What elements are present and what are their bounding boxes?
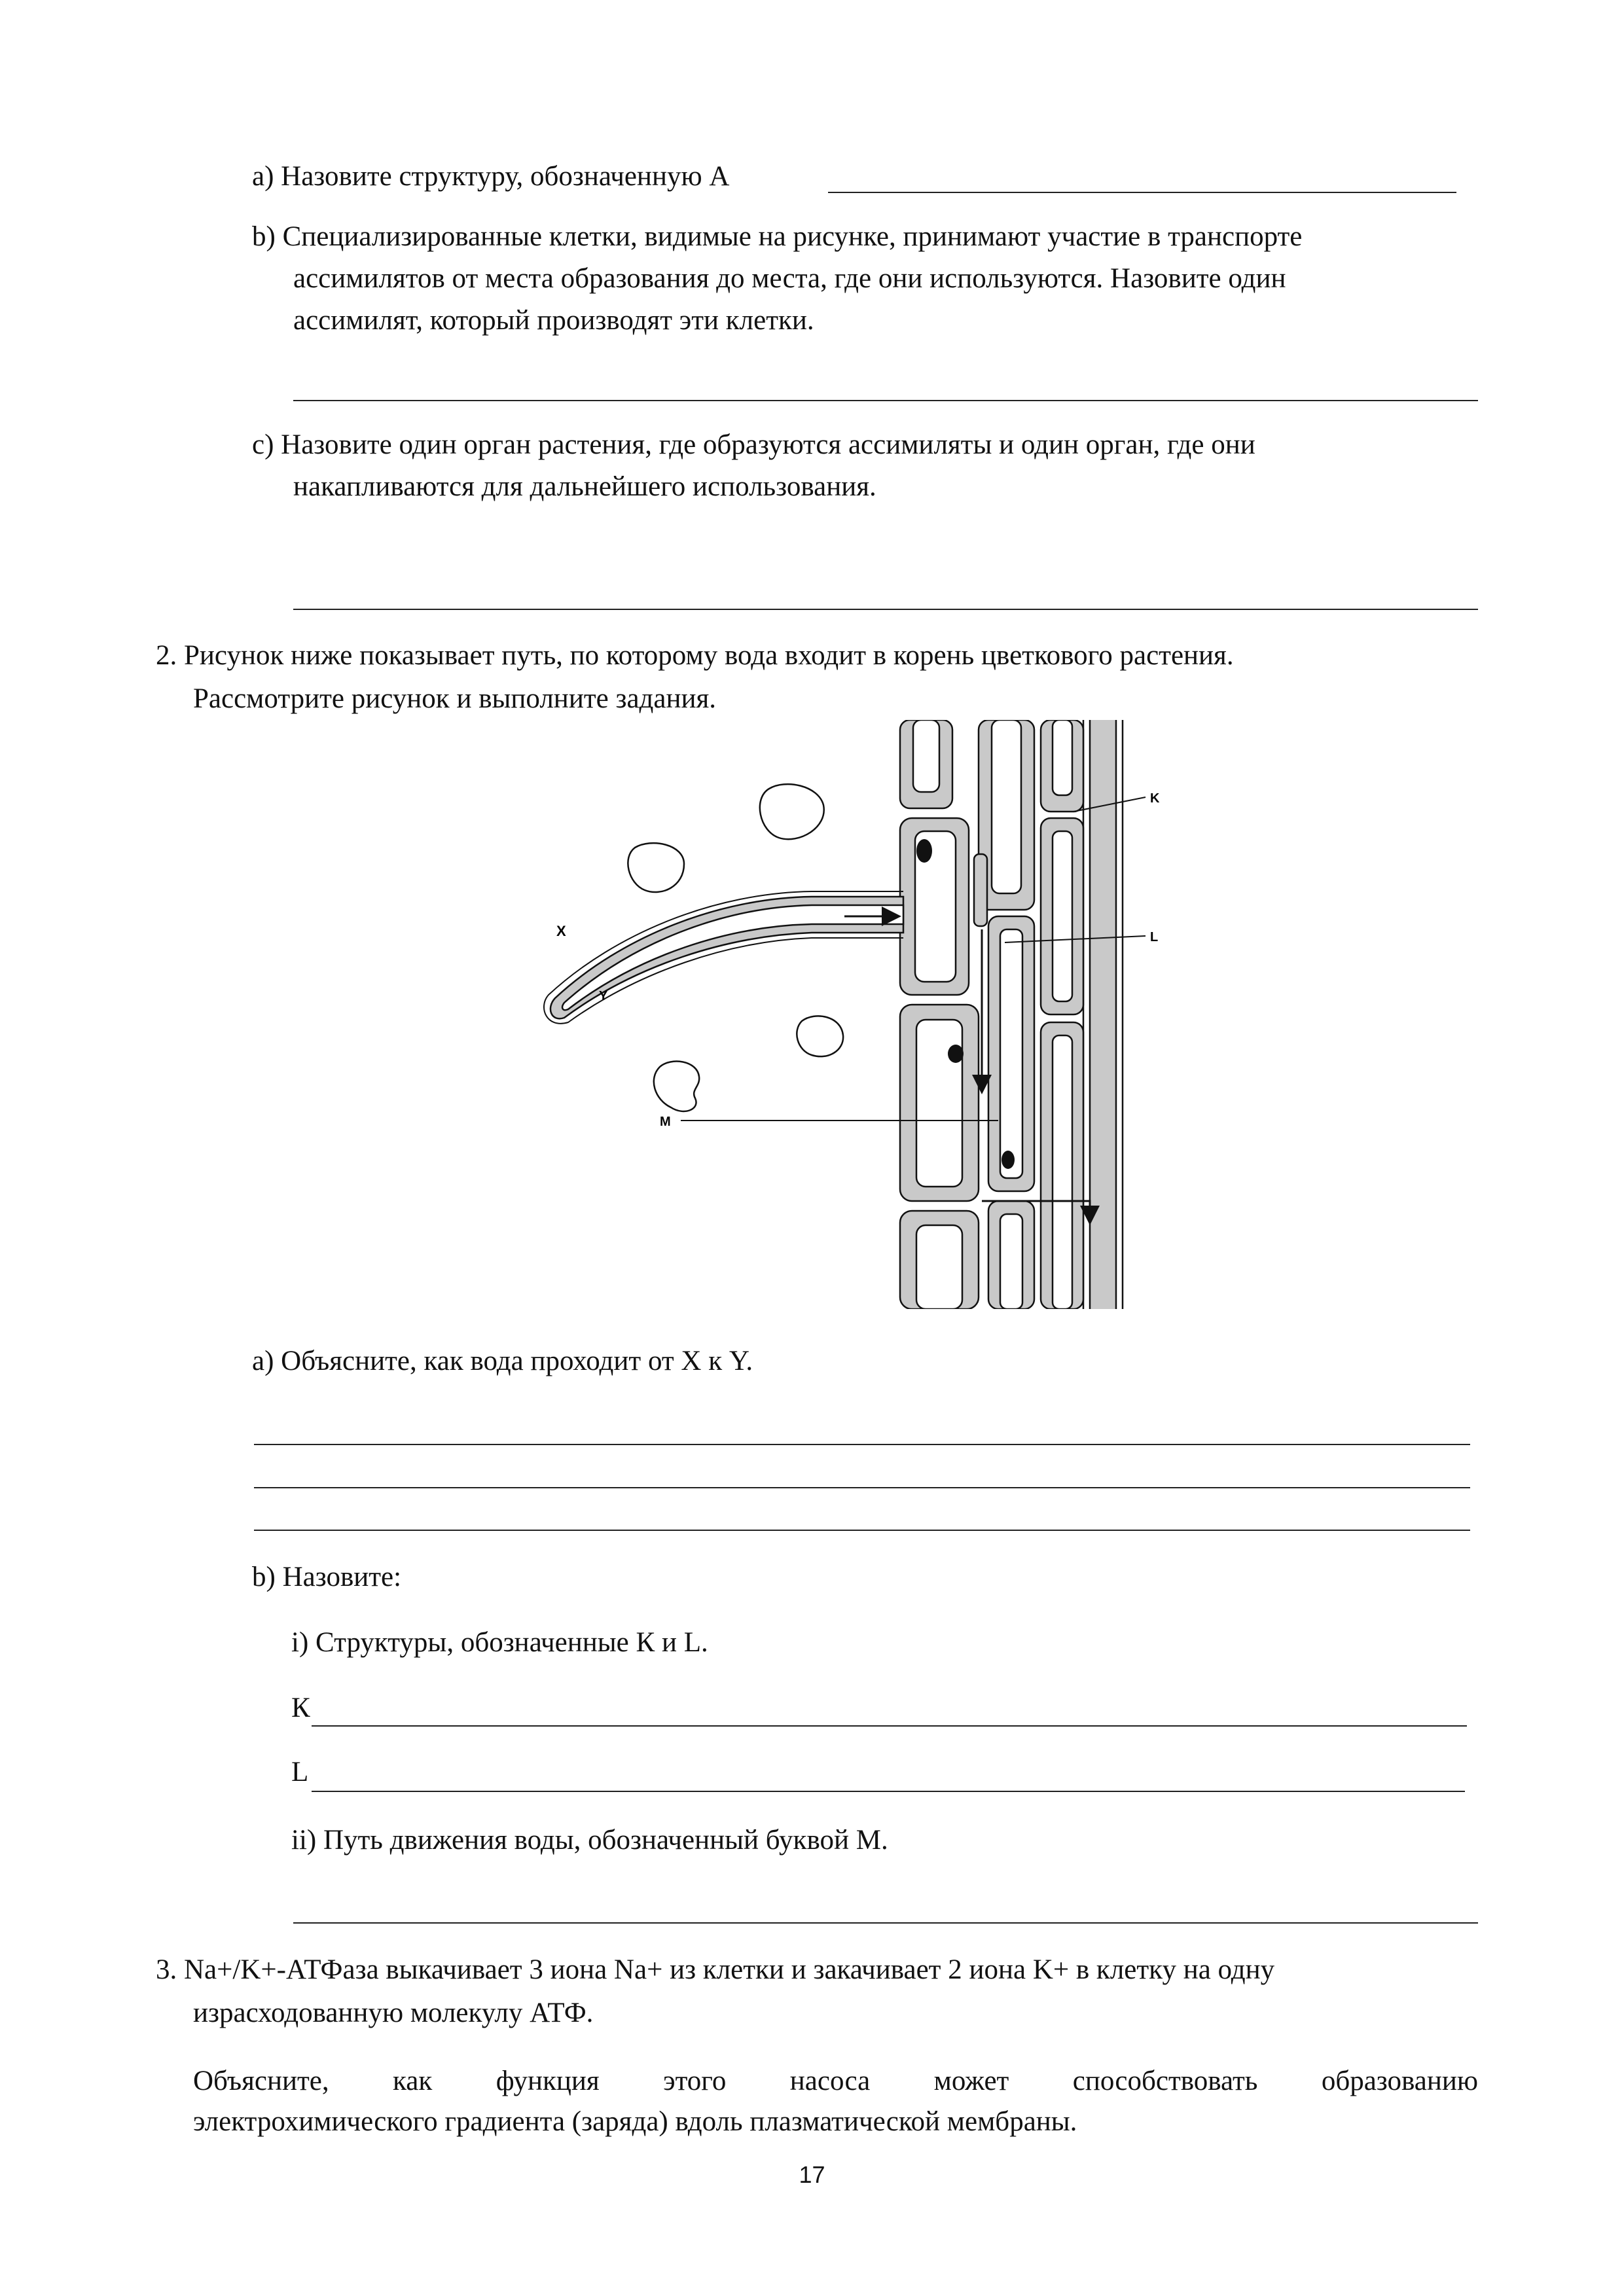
figure-label-m: M (660, 1115, 671, 1129)
q3-text-2: израсходованную молекулу АТФ. (193, 1998, 594, 2028)
q2-a-text: а) Объясните, как вода проходит от X к Y. (252, 1346, 753, 1376)
q1-a-text: а) Назовите структуру, обозначенную А (252, 161, 730, 192)
figure-label-y: Y (599, 989, 608, 1003)
q1-c-text-2: накапливаются для дальнейшего использования. (293, 471, 876, 502)
q2-b-text: b) Назовите: (252, 1562, 402, 1592)
root-water-path-figure (537, 720, 1165, 1309)
q2-k-answer-line[interactable] (312, 1725, 1467, 1727)
q1-c-text-1: c) Назовите один орган растения, где образуются ассимиляты и один орган, где они (252, 429, 1255, 460)
q1-c-answer-line[interactable] (293, 609, 1478, 610)
q1-b-text-2: ассимилятов от места образования до места, где они используются. Назовите один (293, 263, 1286, 294)
q2-b-ii-text: ii) Путь движения воды, обозначенный буквой М. (291, 1825, 888, 1856)
q2-text-1: 2. Рисунок ниже показывает путь, по которому вода входит в корень цветкового растения. (156, 640, 1234, 671)
q1-b-text-1: b) Специализированные клетки, видимые на рисунке, принимают участие в транспорте (252, 221, 1303, 252)
q2-k-label: К (291, 1693, 310, 1723)
q1-b-answer-line[interactable] (293, 400, 1478, 401)
q1-b-text-3: ассимилят, который производят эти клетки. (293, 305, 814, 336)
q2-l-label: L (291, 1757, 309, 1787)
q3-text-1: 3. Na+/K+-АТФаза выкачивает 3 иона Na+ из клетки и закачивает 2 иона K+ в клетку на одну (156, 1954, 1275, 1985)
q2-b-i-text: i) Структуры, обозначенные К и L. (291, 1627, 708, 1658)
q3-text-4: электрохимического градиента (заряда) вдоль плазматической мембраны. (193, 2106, 1077, 2137)
page-number: 17 (799, 2161, 825, 2188)
q2-b-ii-answer-line[interactable] (293, 1922, 1478, 1924)
q2-l-answer-line[interactable] (312, 1791, 1465, 1792)
q2-text-2: Рассмотрите рисунок и выполните задания. (193, 683, 717, 714)
q1-a-answer-line[interactable] (828, 192, 1456, 193)
figure-label-k: K (1150, 791, 1160, 806)
q2-a-answer-line-2[interactable] (254, 1487, 1470, 1488)
figure-label-x: X (556, 923, 566, 939)
figure-label-l: L (1150, 930, 1159, 944)
q2-a-answer-line-3[interactable] (254, 1530, 1470, 1531)
q3-text-3: Объясните, как функция этого насоса может способствовать образованию (193, 2066, 1478, 2096)
q2-a-answer-line-1[interactable] (254, 1444, 1470, 1445)
